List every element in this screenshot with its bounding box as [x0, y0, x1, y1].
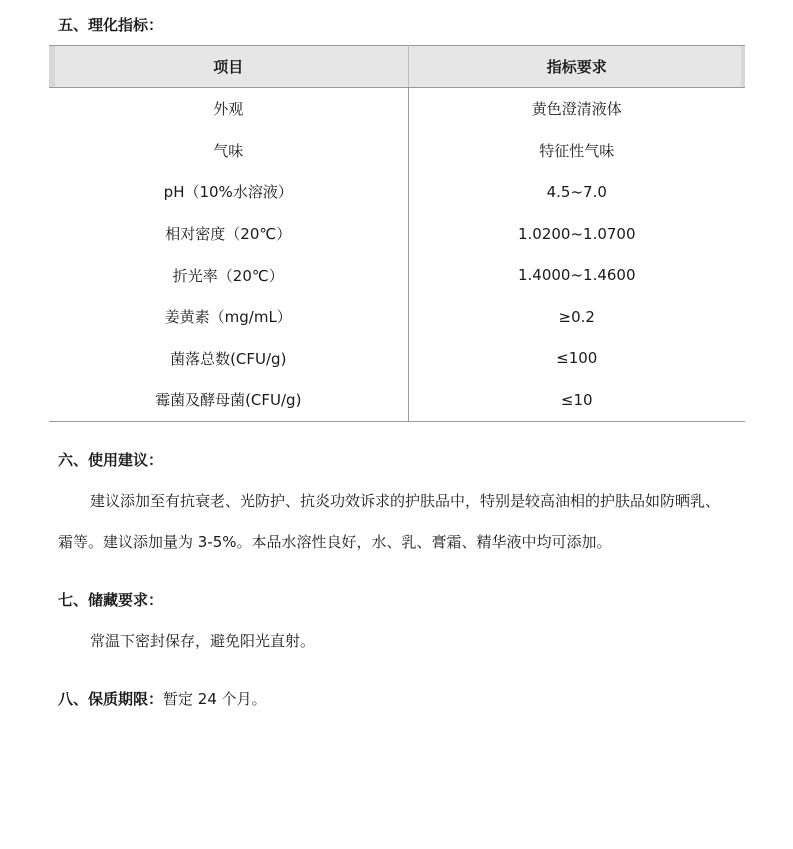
header-requirement: 指标要求	[408, 46, 745, 88]
row-item: 折光率（20℃）	[49, 254, 408, 296]
shelf-life-text: 暂定 24 个月。	[163, 690, 267, 708]
section-6-title: 六、使用建议：	[58, 451, 164, 469]
row-value: 1.4000~1.4600	[517, 266, 636, 285]
row-value: 特征性气味	[539, 141, 615, 160]
table-row	[49, 171, 745, 213]
row-item: pH（10%水溶液）	[49, 171, 408, 213]
table-row	[49, 338, 745, 380]
usage-text-line-1: 建议添加至有抗衰老、光防护、抗炎功效诉求的护肤品中，特别是较高油相的护肤品如防晒乳、	[90, 492, 721, 510]
row-value: 黄色澄清液体	[531, 100, 622, 119]
row-item: 气味	[49, 130, 408, 172]
row-value: ≥0.2	[558, 307, 595, 326]
section-8-line	[58, 689, 267, 709]
section-8-title: 八、保质期限：	[58, 690, 164, 708]
table-row	[49, 254, 745, 296]
row-value: ≤10	[408, 379, 745, 421]
header-item: 项目	[49, 46, 408, 88]
table-row	[49, 296, 745, 338]
row-value: 1.0200~1.0700	[517, 224, 636, 243]
row-item: 姜黄素（mg/mL）	[49, 296, 408, 338]
table-row	[49, 213, 745, 255]
table-row	[49, 88, 745, 130]
table-row	[49, 130, 745, 172]
row-item: 霉菌及酵母菌(CFU/g)	[49, 379, 408, 421]
storage-text: 常温下密封保存，避免阳光直射。	[90, 632, 316, 650]
table-row	[49, 379, 745, 421]
row-item: 相对密度（20℃）	[49, 213, 408, 255]
section-7-title: 七、储藏要求：	[58, 591, 164, 609]
section-5-title: 五、理化指标：	[58, 16, 164, 34]
row-value: ≤100	[556, 349, 598, 368]
row-item: 菌落总数(CFU/g)	[49, 338, 408, 380]
spec-table	[49, 45, 745, 422]
usage-text-line-2: 霜等。建议添加量为 3-5%。本品水溶性良好，水、乳、膏霜、精华液中均可添加。	[58, 533, 612, 551]
table-header-row	[49, 46, 745, 88]
row-item: 外观	[49, 88, 408, 130]
row-value: 4.5~7.0	[546, 182, 607, 201]
